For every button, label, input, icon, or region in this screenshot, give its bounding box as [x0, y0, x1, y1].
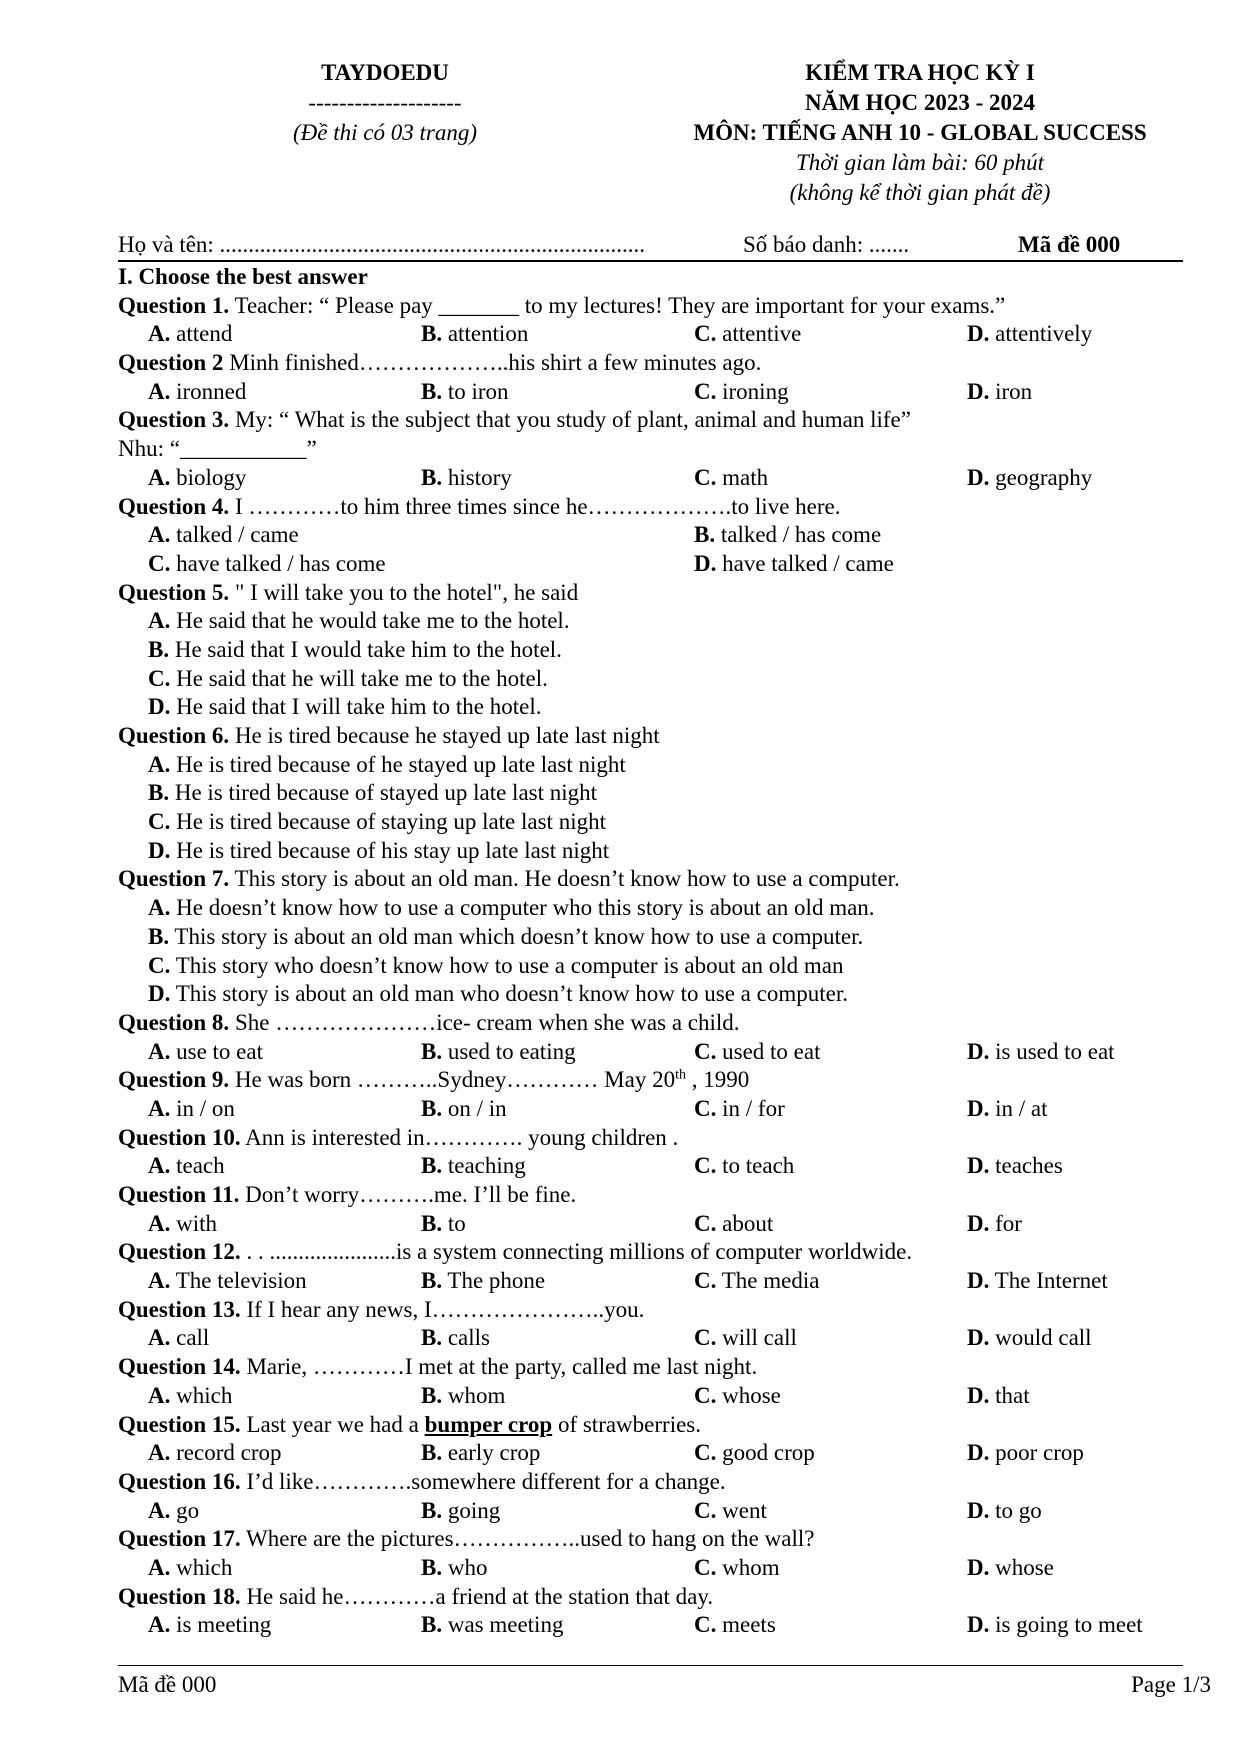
- question-text: Where are the pictures……………..used to hang on the wall?: [240, 1526, 815, 1552]
- option-d: D. have talked / came: [694, 550, 894, 576]
- question-2: [118, 349, 1198, 378]
- option-a: A. The television: [148, 1268, 307, 1294]
- option-d: D. whose: [967, 1554, 1054, 1580]
- question-text: He said he…………a friend at the station that day.: [240, 1583, 714, 1609]
- question-18: [118, 1583, 1198, 1612]
- option-c: C. This story who doesn’t know how to use a computer is about an old man: [148, 952, 844, 978]
- question-11-options: [118, 1210, 1198, 1239]
- question-text: This story is about an old man. He doesn’t know how to use a computer.: [229, 866, 900, 892]
- question-2-options: [118, 378, 1198, 407]
- option-d: D. He is tired because of his stay up late last night: [148, 837, 610, 863]
- option-c: C. The media: [694, 1268, 820, 1294]
- question-7: [118, 865, 1198, 894]
- question-4-options-row2: [118, 550, 1198, 579]
- page-number: Page 1/3: [1131, 1672, 1211, 1697]
- option-a: A. He is tired because of he stayed up late last night: [148, 751, 626, 777]
- school-year: NĂM HỌC 2023 - 2024: [805, 90, 1035, 115]
- question-15: [118, 1411, 1198, 1440]
- question-label: Question 11.: [118, 1182, 240, 1207]
- question-label: Question 14.: [118, 1354, 241, 1380]
- time-note: (không kể thời gian phát đề): [789, 180, 1051, 205]
- question-label: Question 16.: [118, 1468, 241, 1494]
- question-3: [118, 406, 1198, 435]
- section-title: I. Choose the best answer: [118, 264, 368, 289]
- footer-exam-code: Mã đề 000: [118, 1672, 217, 1697]
- option-d: D. This story is about an old man who doesn’t know how to use a computer.: [148, 981, 848, 1007]
- option-a: A. biology: [148, 464, 247, 490]
- option-d: D. iron: [967, 378, 1033, 404]
- question-text-end: , 1990: [685, 1067, 750, 1093]
- student-name-field: Họ và tên: ..........................................................................: [118, 232, 646, 257]
- question-6: [118, 722, 1198, 751]
- question-4: [118, 493, 1198, 522]
- option-c: C. whom: [694, 1554, 780, 1580]
- question-text: I’d like………….somewhere different for a change.: [240, 1468, 726, 1494]
- option-c: C. ironing: [694, 378, 789, 404]
- option-a: A. go: [148, 1497, 200, 1523]
- option-b: B. to: [421, 1210, 466, 1236]
- question-text: She …………………ice- cream when she was a child.: [229, 1009, 740, 1035]
- option-d: D. that: [967, 1382, 1030, 1408]
- option-d: D. attentively: [967, 321, 1093, 347]
- option-b: B. to iron: [421, 378, 509, 404]
- option-d: D. to go: [967, 1497, 1042, 1523]
- question-label: Question 7.: [118, 866, 230, 892]
- option-d: D. geography: [967, 464, 1093, 490]
- question-15-options: [118, 1439, 1198, 1468]
- option-c: C. He is tired because of staying up late last night: [148, 809, 606, 835]
- option-a: A. talked / came: [148, 522, 299, 548]
- header-right: [640, 58, 1200, 208]
- question-5: [118, 579, 1198, 608]
- ordinal-suffix: th: [675, 1067, 686, 1083]
- question-1: [118, 292, 1198, 321]
- option-c: C. to teach: [694, 1153, 795, 1179]
- question-13: [118, 1296, 1198, 1325]
- question-9-options: [118, 1095, 1198, 1124]
- question-1-options: [118, 320, 1198, 349]
- subject-title: MÔN: TIẾNG ANH 10 - GLOBAL SUCCESS: [693, 120, 1147, 145]
- option-d: D. The Internet: [967, 1268, 1108, 1294]
- option-b: B. used to eating: [421, 1038, 576, 1064]
- option-d: D. is used to eat: [967, 1038, 1115, 1064]
- question-text: If I hear any news, I…………………..you.: [240, 1296, 645, 1322]
- question-label: Question 10.: [118, 1124, 241, 1150]
- question-text: " I will take you to the hotel", he said: [229, 579, 579, 605]
- question-label: Question 17.: [118, 1526, 241, 1552]
- option-b: B. calls: [421, 1325, 490, 1351]
- option-b: B. history: [421, 464, 512, 490]
- option-b: B. talked / has come: [694, 522, 882, 548]
- student-id-field: Số báo danh: .......: [743, 232, 910, 257]
- question-17: [118, 1525, 1198, 1554]
- option-b: B. He is tired because of stayed up late last night: [148, 780, 598, 806]
- question-16-options: [118, 1497, 1198, 1526]
- option-a: A. call: [148, 1325, 210, 1351]
- question-16: [118, 1468, 1198, 1497]
- header-left: [260, 58, 510, 148]
- question-label: Question 15.: [118, 1411, 241, 1437]
- option-d: D. would call: [967, 1325, 1092, 1351]
- question-12-options: [118, 1267, 1198, 1296]
- question-text: I …………to him three times since he……………….to live here.: [229, 493, 841, 519]
- question-list: [118, 263, 1198, 1640]
- question-9: [118, 1066, 1198, 1095]
- question-label: Question 4.: [118, 493, 230, 519]
- option-c: C. have talked / has come: [148, 550, 386, 576]
- question-3-options: [118, 464, 1198, 493]
- option-a: A. which: [148, 1554, 233, 1580]
- question-text: Minh finished………………..his shirt a few minutes ago.: [223, 350, 762, 376]
- question-8-options: [118, 1038, 1198, 1067]
- option-a: A. teach: [148, 1153, 225, 1179]
- option-b: B. He said that I would take him to the hotel.: [148, 636, 562, 662]
- option-a: A. attend: [148, 321, 233, 347]
- option-b: B. going: [421, 1497, 501, 1523]
- school-name: TAYDOEDU: [321, 60, 449, 85]
- question-label: Question 9.: [118, 1067, 230, 1093]
- question-11: [118, 1181, 1198, 1210]
- question-4-options-row1: [118, 521, 1198, 550]
- option-a: A. in / on: [148, 1095, 235, 1121]
- option-b: B. early crop: [421, 1440, 541, 1466]
- option-a: A. with: [148, 1210, 218, 1236]
- time-limit: Thời gian làm bài: 60 phút: [795, 150, 1045, 175]
- question-3-line2: Nhu: “___________”: [118, 436, 317, 462]
- option-a: A. ironned: [148, 378, 247, 404]
- option-d: D. for: [967, 1210, 1022, 1236]
- exam-code: Mã đề 000: [1018, 232, 1121, 257]
- question-text: Don’t worry……….me. I’ll be fine.: [239, 1182, 577, 1207]
- page-footer: [118, 1665, 1211, 1697]
- option-c: C. went: [694, 1497, 767, 1523]
- question-label: Question 2: [118, 350, 224, 376]
- question-text: He was born ………..Sydney………… May 20: [229, 1067, 676, 1093]
- question-10-options: [118, 1152, 1198, 1181]
- question-12: [118, 1238, 1198, 1267]
- question-label: Question 5.: [118, 579, 230, 605]
- option-a: A. which: [148, 1382, 233, 1408]
- option-a: A. use to eat: [148, 1038, 263, 1064]
- question-label: Question 8.: [118, 1009, 230, 1035]
- option-b: B. on / in: [421, 1095, 507, 1121]
- question-text: Ann is interested in…………. young children .: [240, 1124, 679, 1150]
- question-17-options: [118, 1554, 1198, 1583]
- option-b: B. whom: [421, 1382, 506, 1408]
- question-13-options: [118, 1324, 1198, 1353]
- option-b: B. was meeting: [421, 1612, 564, 1638]
- option-c: C. He said that he will take me to the hotel.: [148, 665, 548, 691]
- question-8: [118, 1009, 1198, 1038]
- question-label: Question 3.: [118, 407, 230, 433]
- option-c: C. will call: [694, 1325, 797, 1351]
- exam-title: KIỂM TRA HỌC KỲ I: [805, 60, 1035, 85]
- underlined-phrase: bumper crop: [424, 1411, 553, 1437]
- option-d: D. poor crop: [967, 1440, 1084, 1466]
- option-b: B. This story is about an old man which doesn’t know how to use a computer.: [148, 923, 864, 949]
- option-c: C. used to eat: [694, 1038, 821, 1064]
- question-text: Marie, …………I met at the party, called me last night.: [240, 1354, 758, 1380]
- option-c: C. good crop: [694, 1440, 815, 1466]
- option-c: C. meets: [694, 1612, 776, 1638]
- option-d: D. He said that I will take him to the hotel.: [148, 694, 542, 720]
- option-b: B. The phone: [421, 1268, 546, 1294]
- question-label: Question 6.: [118, 723, 230, 748]
- pages-note: (Đề thi có 03 trang): [293, 120, 477, 145]
- option-d: D. in / at: [967, 1095, 1048, 1121]
- option-d: D. teaches: [967, 1153, 1063, 1179]
- question-10: [118, 1124, 1198, 1153]
- option-b: B. who: [421, 1554, 488, 1580]
- student-info-row: [118, 230, 1183, 262]
- option-a: A. He doesn’t know how to use a computer who this story is about an old man.: [148, 895, 875, 921]
- question-label: Question 13.: [118, 1296, 241, 1322]
- question-text: He is tired because he stayed up late last night: [229, 723, 660, 748]
- option-a: A. He said that he would take me to the hotel.: [148, 608, 570, 634]
- option-d: D. is going to meet: [967, 1612, 1143, 1638]
- question-14-options: [118, 1382, 1198, 1411]
- option-b: B. teaching: [421, 1153, 526, 1179]
- question-text: Last year we had a: [240, 1411, 425, 1437]
- question-label: Question 12.: [118, 1239, 241, 1265]
- question-14: [118, 1353, 1198, 1382]
- option-c: C. in / for: [694, 1095, 785, 1121]
- option-b: B. attention: [421, 321, 529, 347]
- question-label: Question 1.: [118, 292, 230, 318]
- question-text-end: of strawberries.: [552, 1411, 701, 1437]
- option-c: C. attentive: [694, 321, 802, 347]
- option-a: A. record crop: [148, 1440, 282, 1466]
- question-label: Question 18.: [118, 1583, 241, 1609]
- question-text: . . ......................is a system connecting millions of computer worldwide.: [240, 1239, 913, 1265]
- question-text: Teacher: “ Please pay _______ to my lectures! They are important for your exams.”: [229, 292, 1006, 318]
- option-c: C. about: [694, 1210, 774, 1236]
- question-18-options: [118, 1611, 1198, 1640]
- question-text: My: “ What is the subject that you study of plant, animal and human life”: [229, 407, 911, 433]
- option-c: C. whose: [694, 1382, 781, 1408]
- option-a: A. is meeting: [148, 1612, 272, 1638]
- header-dashes: --------------------: [308, 90, 462, 115]
- option-c: C. math: [694, 464, 769, 490]
